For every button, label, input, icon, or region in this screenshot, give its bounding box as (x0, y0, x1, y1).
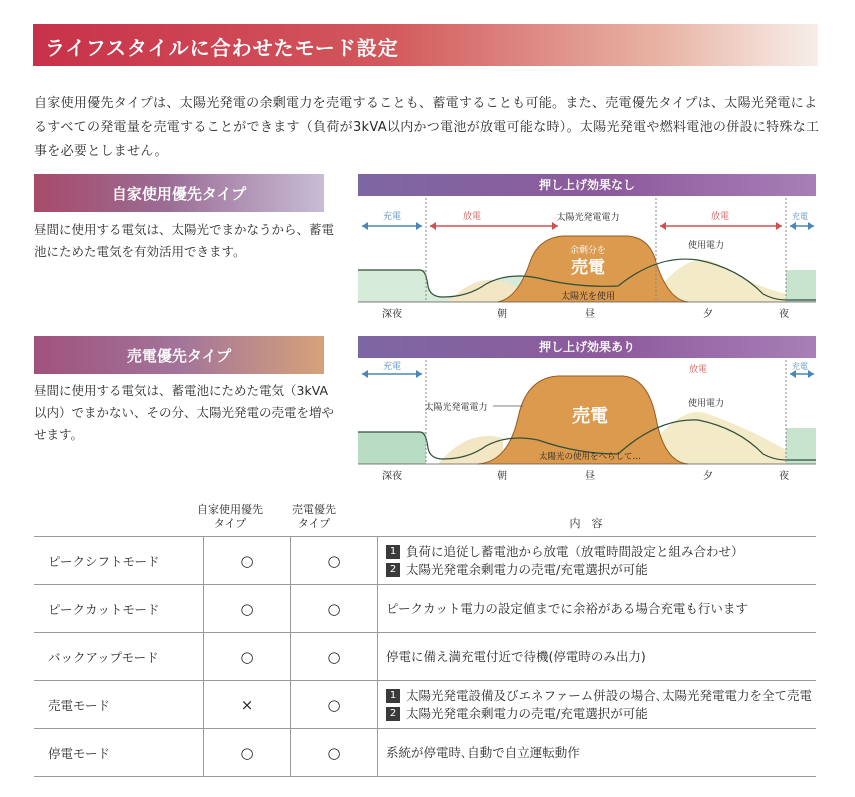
self-use-mark: ○ (204, 729, 291, 777)
number-badge: 1 (386, 689, 400, 703)
surplus-label: 余剰分を (569, 246, 607, 256)
diagram-header: 押し上げ効果あり (358, 336, 816, 358)
time-label: 夜 (779, 471, 789, 482)
number-badge: 2 (386, 563, 400, 577)
content-line (386, 648, 815, 666)
mode-name: ピークカットモード (34, 585, 204, 633)
content-cell (378, 537, 817, 585)
content-text: 停電に備え満充電付近で待機(停電時のみ出力) (386, 648, 646, 664)
content-line (386, 744, 815, 762)
number-badge: 2 (386, 707, 400, 721)
self-use-type-description: 昼間に使用する電気は、太陽光でまかなうから、蓄電池にためた電気を有効活用できます。 (34, 222, 335, 259)
mode-table (34, 536, 816, 777)
mode-name: 停電モード (34, 729, 204, 777)
time-label: 夕 (703, 309, 713, 320)
charge-label: 充電 (382, 362, 402, 372)
solar-use-label: 太陽光を使用 (560, 292, 616, 302)
time-label: 昼 (585, 471, 595, 482)
discharge-label: 放電 (462, 212, 482, 222)
table-row (34, 681, 816, 729)
col-header-content: 内 容 (569, 517, 603, 530)
content-cell (378, 681, 817, 729)
diagram-graph (358, 358, 816, 484)
battery-charge-area (358, 432, 426, 464)
sell-type-heading: 売電優先タイプ (34, 336, 324, 374)
mode-name: 売電モード (34, 681, 204, 729)
content-line (386, 705, 815, 723)
sell-mark: ○ (291, 729, 378, 777)
diagram-header: 押し上げ効果なし (358, 174, 816, 196)
usage-label: 使用電力 (687, 399, 725, 409)
self-use-mark: × (204, 681, 291, 729)
time-label: 朝 (497, 309, 507, 320)
diagram-with-boost (358, 336, 816, 484)
usage-label: 使用電力 (687, 241, 725, 251)
sell-label: 売電 (571, 258, 605, 278)
time-label: 夜 (779, 309, 789, 320)
sell-mark: ○ (291, 681, 378, 729)
table-row (34, 585, 816, 633)
solar-use-label: 太陽光の使用をへらして… (538, 452, 642, 462)
content-text: 負荷に追従し蓄電池から放電（放電時間設定と組み合わせ） (406, 543, 744, 559)
self-use-type-heading: 自家使用優先タイプ (34, 174, 324, 212)
solar-power-label: 太陽光発電電力 (556, 213, 620, 223)
content-text: ピークカット電力の設定値までに余裕がある場合充電も行います (386, 600, 748, 616)
self-use-mark: ○ (204, 537, 291, 585)
table-row (34, 633, 816, 681)
sell-mark: ○ (291, 585, 378, 633)
time-label: 深夜 (382, 309, 402, 320)
page-title: ライフスタイルに合わせたモード設定 (45, 36, 399, 60)
col-header-sell: 売電優先 タイプ (292, 503, 336, 530)
sell-type-description: 昼間に使用する電気は、蓄電池にためた電気（3kVA以内）でまかない、その分、太陽光発電の売電を増やせます。 (34, 383, 335, 442)
section-title-bar (33, 24, 818, 66)
content-cell (378, 633, 817, 681)
content-text: 太陽光発電設備及びエネファーム併設の場合､太陽光発電電力を全て売電 (406, 687, 813, 703)
sell-mark: ○ (291, 537, 378, 585)
battery-charge-area (786, 270, 816, 302)
content-line (386, 600, 815, 618)
number-badge: 1 (386, 545, 400, 559)
content-cell (378, 729, 817, 777)
time-label: 昼 (585, 309, 595, 320)
sell-label: 売電 (572, 406, 608, 427)
table-row (34, 729, 816, 777)
discharge-label: 放電 (710, 212, 730, 222)
time-label: 夕 (703, 471, 713, 482)
solar-power-label: 太陽光発電電力 (424, 403, 488, 413)
diagram-graph (358, 196, 816, 322)
content-line (386, 687, 815, 705)
charge-label: 充電 (382, 212, 402, 222)
intro-paragraph: 自家使用優先タイプは、太陽光発電の余剰電力を売電することも、蓄電することも可能。また、売電優先タイプは、太陽光発電によるすべての発電量を売電することができます（負荷が3kVA以内かつ電池が放電可能な時）。太陽光発電や燃料電池の併設に特殊な工事を必要としません。 (34, 96, 820, 159)
content-line (386, 561, 815, 579)
discharge-label: 放電 (688, 365, 708, 375)
content-text: 太陽光発電余剰電力の売電/充電選択が可能 (406, 705, 648, 721)
col-header-self-use: 自家使用優先 タイプ (197, 503, 263, 530)
charge-label: 充電 (792, 212, 808, 221)
diagram-no-boost (358, 174, 816, 322)
time-label: 朝 (497, 471, 507, 482)
self-use-mark: ○ (204, 585, 291, 633)
charge-label: 充電 (792, 362, 808, 371)
table-row (34, 537, 816, 585)
mode-name: ピークシフトモード (34, 537, 204, 585)
mode-name: バックアップモード (34, 633, 204, 681)
content-cell (378, 585, 817, 633)
content-text: 系統が停電時､自動で自立運転動作 (386, 744, 580, 760)
sell-mark: ○ (291, 633, 378, 681)
content-text: 太陽光発電余剰電力の売電/充電選択が可能 (406, 561, 648, 577)
time-label: 深夜 (382, 471, 402, 482)
content-line (386, 543, 815, 561)
battery-charge-area (786, 428, 816, 464)
self-use-mark: ○ (204, 633, 291, 681)
